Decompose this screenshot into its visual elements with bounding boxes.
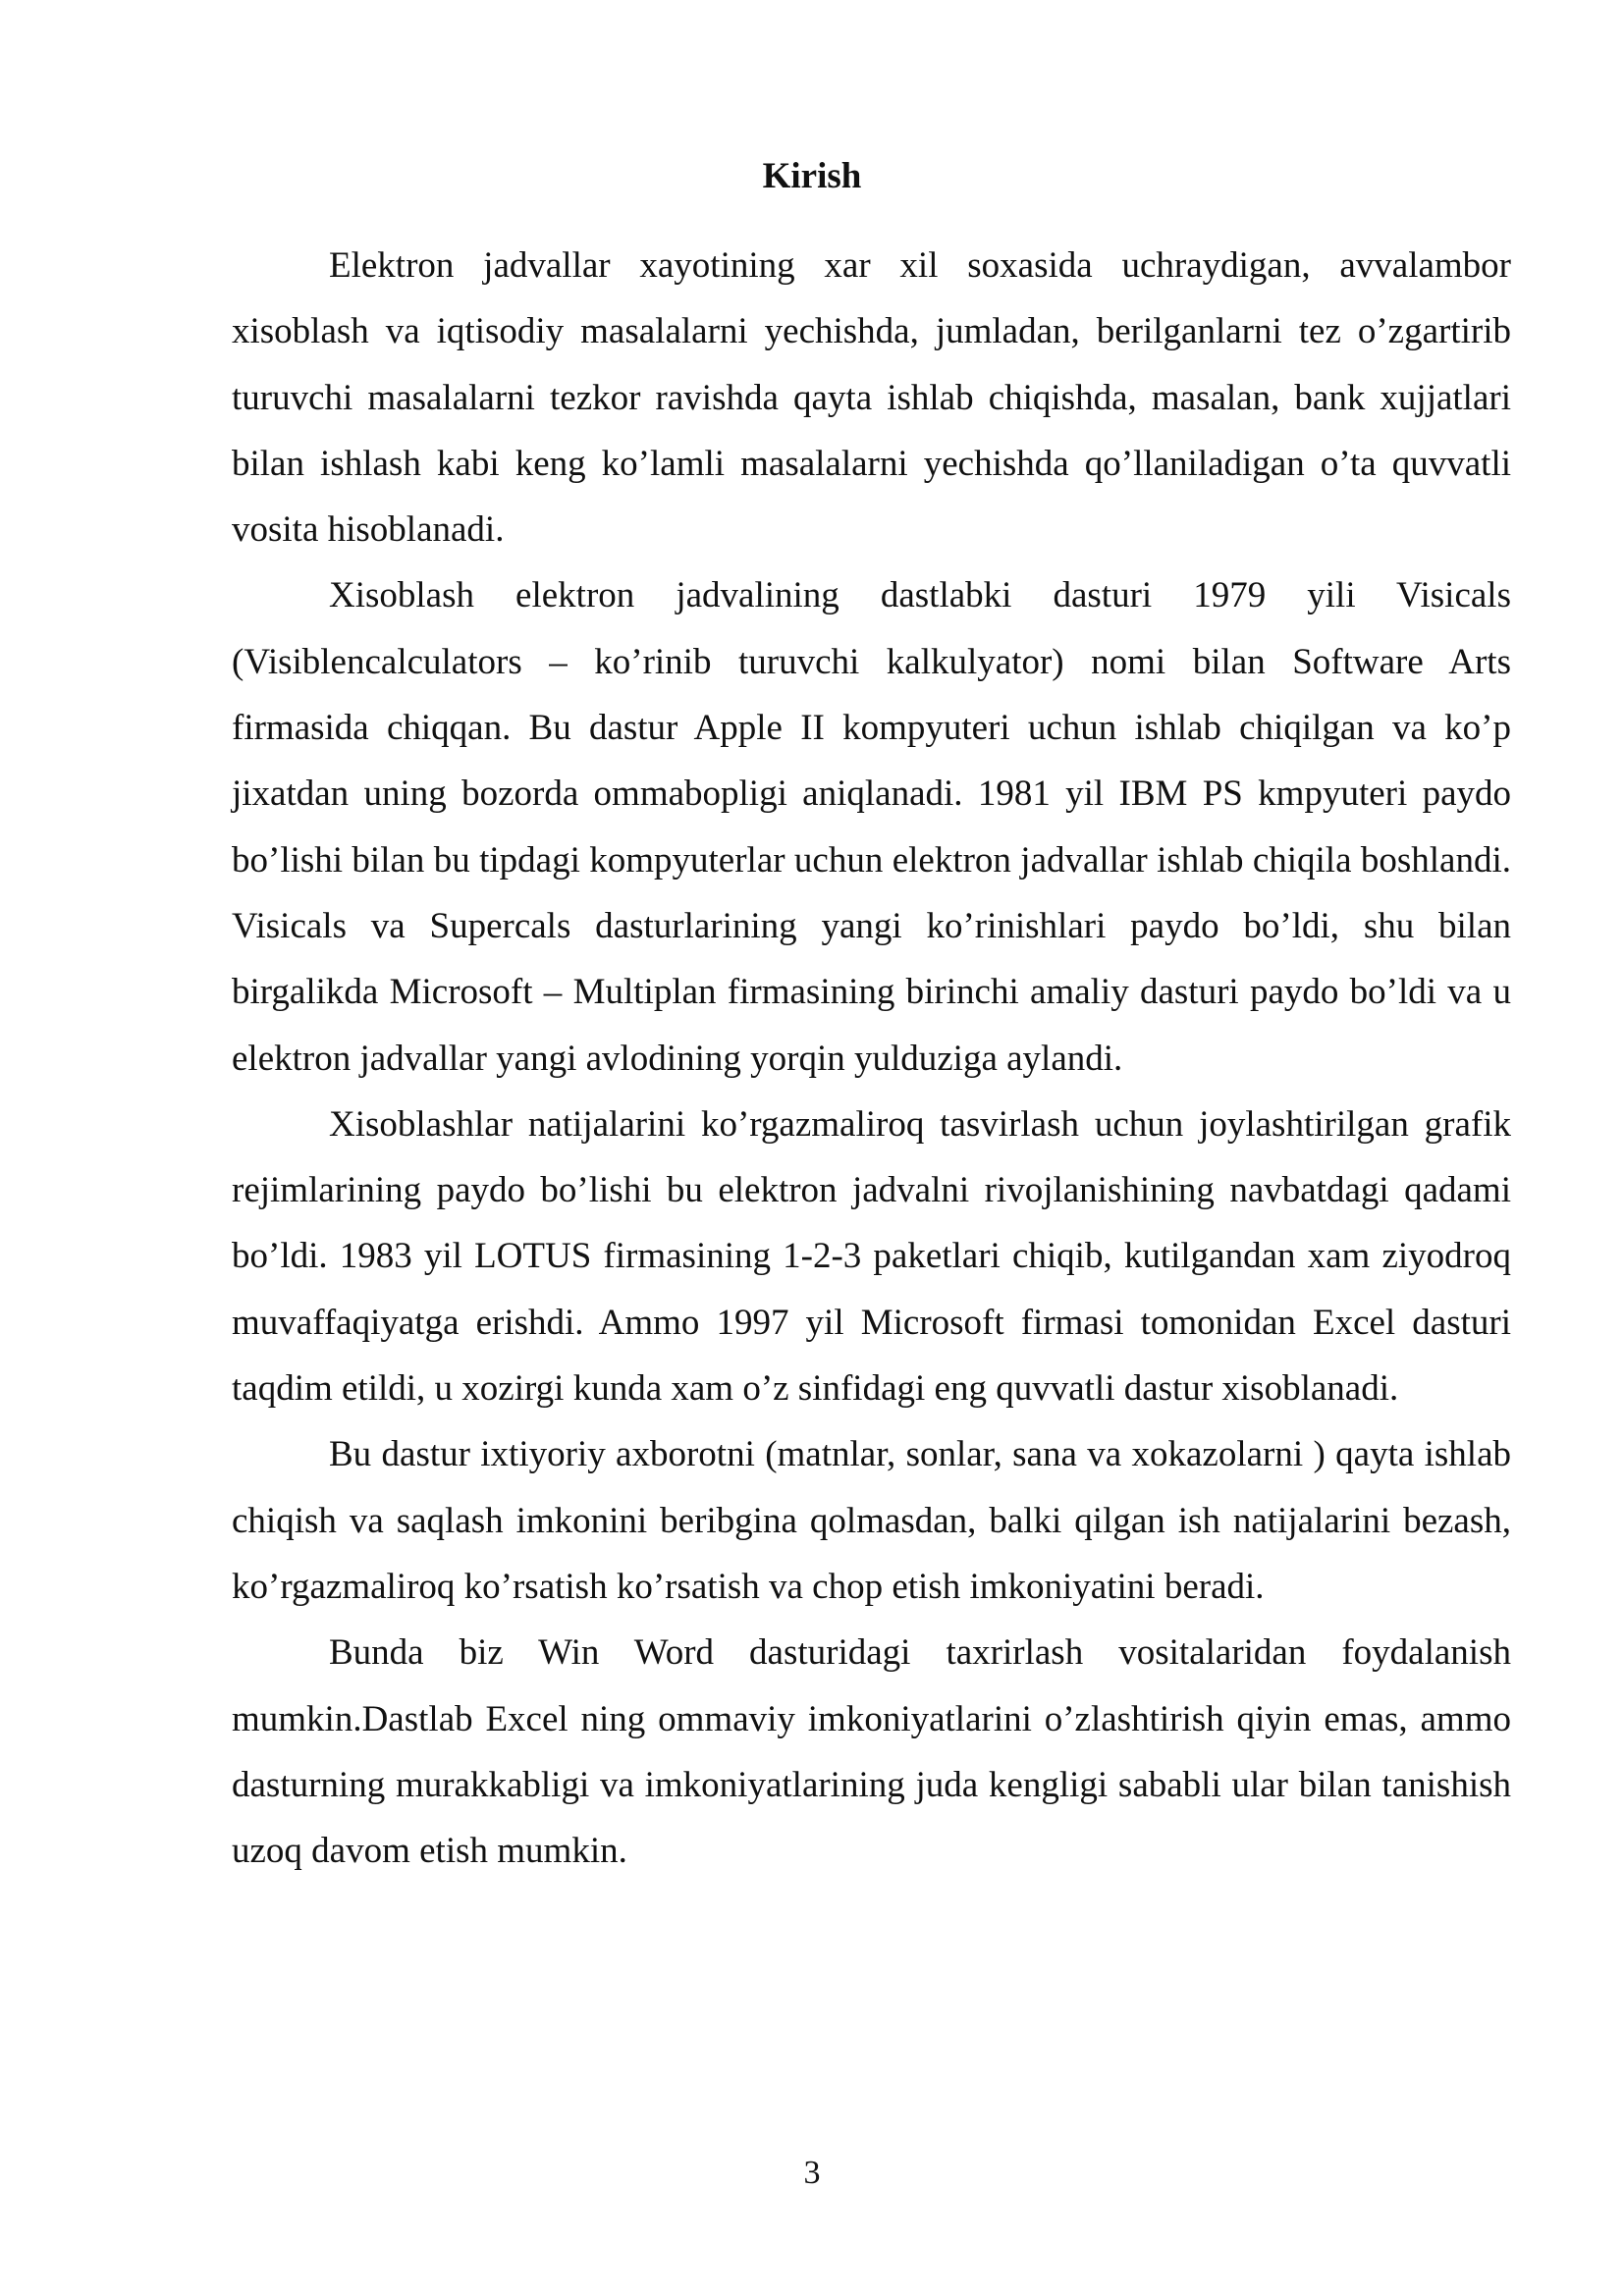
page-number: 3 bbox=[803, 2155, 821, 2191]
paragraph-1: Elektron jadvallar xayotining xar xil soxasida uchraydigan, avvalambor xisoblash va iqtisodiy masalalarni yechishda, jumladan, berilganlarni tez o’zgartirib turuvchi masalalarni tezkor ravishda qayta ishlab chiqishda, masalan, bank xujjatlari bilan ishlash kabi keng ko’lamli masalalarni yechishda qo’llaniladigan o’ta quvvatli vosita hisoblanadi. bbox=[232, 245, 1511, 551]
paragraph-5: Bunda biz Win Word dasturidagi taxrirlash vositalaridan foydalanish mumkin.Dastlab Excel ning ommaviy imkoniyatlarini o’zlashtirish qiyin emas, ammo dasturning murakkabligi va imkoniyatlarining juda kengligi sababli ular bilan tanishish uzoq davom etish mumkin. bbox=[232, 1632, 1511, 1872]
body-text bbox=[232, 233, 1511, 1884]
paragraph-3: Xisoblashlar natijalarini ko’rgazmaliroq tasvirlash uchun joylashtirilgan grafik rejimlarining paydo bo’lishi bu elektron jadvalni rivojlanishining navbatdagi qadami bo’ldi. 1983 yil LOTUS firmasining 1-2-3 paketlari chiqib, kutilgandan xam ziyodroq muvaffaqiyatga erishdi. Ammo 1997 yil Microsoft firmasi tomonidan Excel dasturi taqdim etildi, u xozirgi kunda xam o’z sinfidagi eng quvvatli dastur xisoblanadi. bbox=[232, 1103, 1511, 1410]
paragraph-2: Xisoblash elektron jadvalining dastlabki dasturi 1979 yili Visicals (Visiblencalculators – ko’rinib turuvchi kalkulyator) nomi bilan Software Arts firmasida chiqqan. Bu dastur Apple II kompyuteri uchun ishlab chiqilgan va ko’p jixatdan uning bozorda ommabopligi aniqlanadi. 1981 yil IBM PS kmpyuteri paydo bo’lishi bilan bu tipdagi kompyuterlar uchun elektron jadvallar ishlab chiqila boshlandi. Visicals va Supercals dasturlarining yangi ko’rinishlari paydo bo’ldi, shu bilan birgalikda Microsoft – Multiplan firmasining birinchi amaliy dasturi paydo bo’ldi va u elektron jadvallar yangi avlodining yorqin yulduziga aylandi. bbox=[232, 575, 1511, 1079]
paragraph-4: Bu dastur ixtiyoriy axborotni (matnlar, sonlar, sana va xokazolarni ) qayta ishlab chiqish va saqlash imkonini beribgina qolmasdan, balki qilgan ish natijalarini bezash, ko’rgazmaliroq ko’rsatish ko’rsatish va chop etish imkoniyatini beradi. bbox=[232, 1434, 1511, 1607]
page-title: Kirish bbox=[762, 156, 862, 196]
